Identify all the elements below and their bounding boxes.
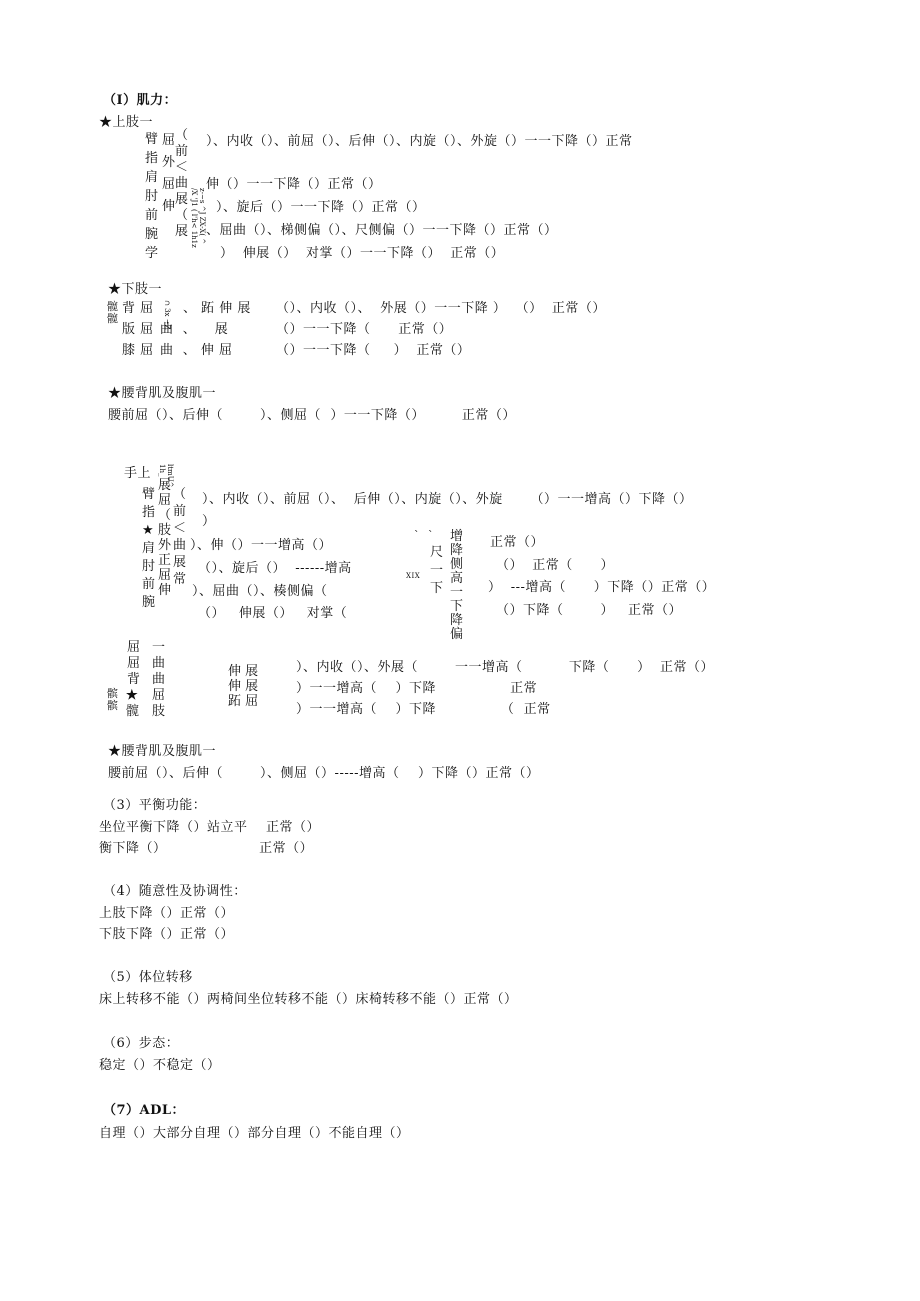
- upper2-right-4: （）下降（ ） 正常（）: [496, 603, 682, 618]
- balance-line-1: 坐位平衡下降（）站立平 正常（）: [99, 820, 321, 835]
- lower-row-3-a: 膝 屈: [122, 343, 154, 358]
- upper-line-5: ） 伸展（） 对掌（）一一下降（） 正常（）: [220, 246, 505, 261]
- lower2-hip: 髋: [126, 704, 140, 719]
- upper2-right-3: ） ---增高（ ）下降（）正常（）: [488, 580, 716, 595]
- upper-tiny-glyphs: z-~s ^J ZX-X( ^ /X 'J1 ( l'h< 1h1z: [190, 188, 206, 248]
- gait-line: 稳定（）不稳定（）: [99, 1058, 221, 1073]
- upper-limb-header: ★上肢一: [99, 115, 154, 130]
- lower2-line-1: ）、内收（）、外展（ 一一增高（ 下降（ ） 正常（）: [296, 660, 714, 675]
- lower2-col-b: 一 曲 曲 屈 肢: [152, 640, 166, 719]
- upper2-right-1: 正常（）: [490, 535, 545, 550]
- upper2-col-a: 臂 指 ★ 肩 肘 前 腕: [142, 487, 156, 610]
- section-coordination-title: （4）随意性及协调性：: [103, 884, 247, 899]
- upper2-col-b: 展 屈 （ 肢 外 正 屈 伸: [158, 478, 172, 598]
- lower2-line-2: ）一一增高（ ）下降 正常: [296, 681, 538, 696]
- lower-row-3-c: （）一一下降（ ） 正常（）: [276, 343, 471, 358]
- upper2-mid-col-2: 增 降 侧 高 一 下 降 偏: [450, 529, 464, 642]
- upper-col-c: （ 前 ＜ 曲 展 （ 展: [175, 128, 189, 239]
- upper2-mid-col-1: 尺 一 下: [430, 545, 444, 596]
- upper-limb-block-2: [120, 462, 800, 642]
- lower2-star: ★: [126, 688, 139, 703]
- coordination-line-2: 下肢下降（）正常（）: [99, 927, 235, 942]
- upper2-xix-mark: XIX: [406, 572, 421, 580]
- upper-line-3: ）、旋后（）一一下降（）正常（）: [216, 200, 426, 215]
- hip-small-label: 髋 髋: [107, 300, 119, 325]
- lower-row-2-a: 版 屈: [122, 322, 154, 337]
- upper2-line-4: ）、屈曲（）、楱侧偏（: [192, 584, 328, 599]
- lower-limb-header: ★下肢一: [108, 282, 163, 297]
- upper-limb-block: [140, 128, 780, 261]
- lower-tiny-glyphs: ∩ 3x ~Z: [163, 300, 171, 330]
- lower2-col-a: 屈 屈 背: [127, 640, 141, 687]
- lower-row-2-b: 曲 、 展: [160, 322, 229, 337]
- upper-line-2: 伸（）一一下降（）正常（）: [206, 177, 382, 192]
- upper2-tiny-glyphs: ltmU^ 1h_: [158, 464, 174, 488]
- trunk-header: ★腰背肌及腹肌一: [108, 386, 217, 401]
- upper2-col-c: （ 前 ＜ 曲 展 常: [173, 487, 187, 587]
- upper2-right-2: （） 正常（ ）: [496, 558, 615, 573]
- section-balance-title: （3）平衡功能：: [103, 798, 207, 813]
- section-strength-title: （I）肌力：: [103, 93, 178, 108]
- trunk-line: 腰前屈（）、后伸（ ）、侧屈（ ）一一下降（） 正常（）: [108, 408, 516, 423]
- upper-line-4: 、屈曲（）、梯侧偏（）、尺侧偏（）一一下降（）正常（）: [206, 223, 558, 238]
- lower2-line-3: ）一一增高（ ）下降 （ 正常: [296, 702, 551, 717]
- upper2-line-2: ）、伸（）一一增高（）: [190, 538, 333, 553]
- trunk2-header: ★腰背肌及腹肌一: [108, 744, 217, 759]
- upper2-ticks: ` `: [414, 529, 434, 542]
- upper2-line-1b: ）: [202, 514, 216, 529]
- upper-col-b: 屈 外 屈 伸: [162, 133, 176, 214]
- lower-row-1-c: （）、内收（）、 外展（）一一下降 ） （） 正常（）: [276, 301, 606, 316]
- lower2-knee-small: 髌 髌: [107, 687, 119, 712]
- section-gait-title: （6）步态：: [103, 1036, 180, 1051]
- section-adl-title: （7）ADL：: [103, 1103, 186, 1118]
- balance-line-2: 衡下降（） 正常（）: [99, 841, 314, 856]
- coordination-line-1: 上肢下降（）正常（）: [99, 906, 235, 921]
- adl-line: 自理（）大部分自理（）部分自理（）不能自理（）: [99, 1126, 410, 1141]
- lower2-mid: 伸 展 伸 展 跖 屈: [228, 664, 259, 709]
- upper2-line-3: （）、旋后（） ------增高: [198, 561, 352, 576]
- lower-row-3-b: 曲 、 伸 屈: [160, 343, 233, 358]
- upper2-line-5: （） 伸展（） 对掌（: [198, 606, 348, 621]
- section-transfer-title: （5）体位转移: [103, 970, 193, 985]
- upper-line-1: ）、内收（）、前屈（）、后伸（）、内旋（）、外旋（）一一下降（）正常: [206, 134, 633, 149]
- lower-row-1-b: 、 跖 伸 展: [183, 301, 251, 316]
- lower-row-2-c: （）一一下降（ 正常（）: [276, 322, 453, 337]
- hand-upper-label: 手上: [124, 466, 152, 481]
- transfer-line: 床上转移不能（）两椅间坐位转移不能（）床椅转移不能（）正常（）: [99, 992, 518, 1007]
- upper2-line-1: ）、内收（）、前屈（）、 后伸（）、内旋（）、外旋 （）一一增高（）下降（）: [202, 492, 693, 507]
- trunk2-line: 腰前屈（）、后伸（ ）、侧屈（）-----增高（ ）下降（）正常（）: [108, 766, 540, 781]
- upper-col-a: 臂 指 肩 肘 前 腕 学: [145, 132, 159, 261]
- lower-row-1-a: 背 屈: [122, 301, 154, 316]
